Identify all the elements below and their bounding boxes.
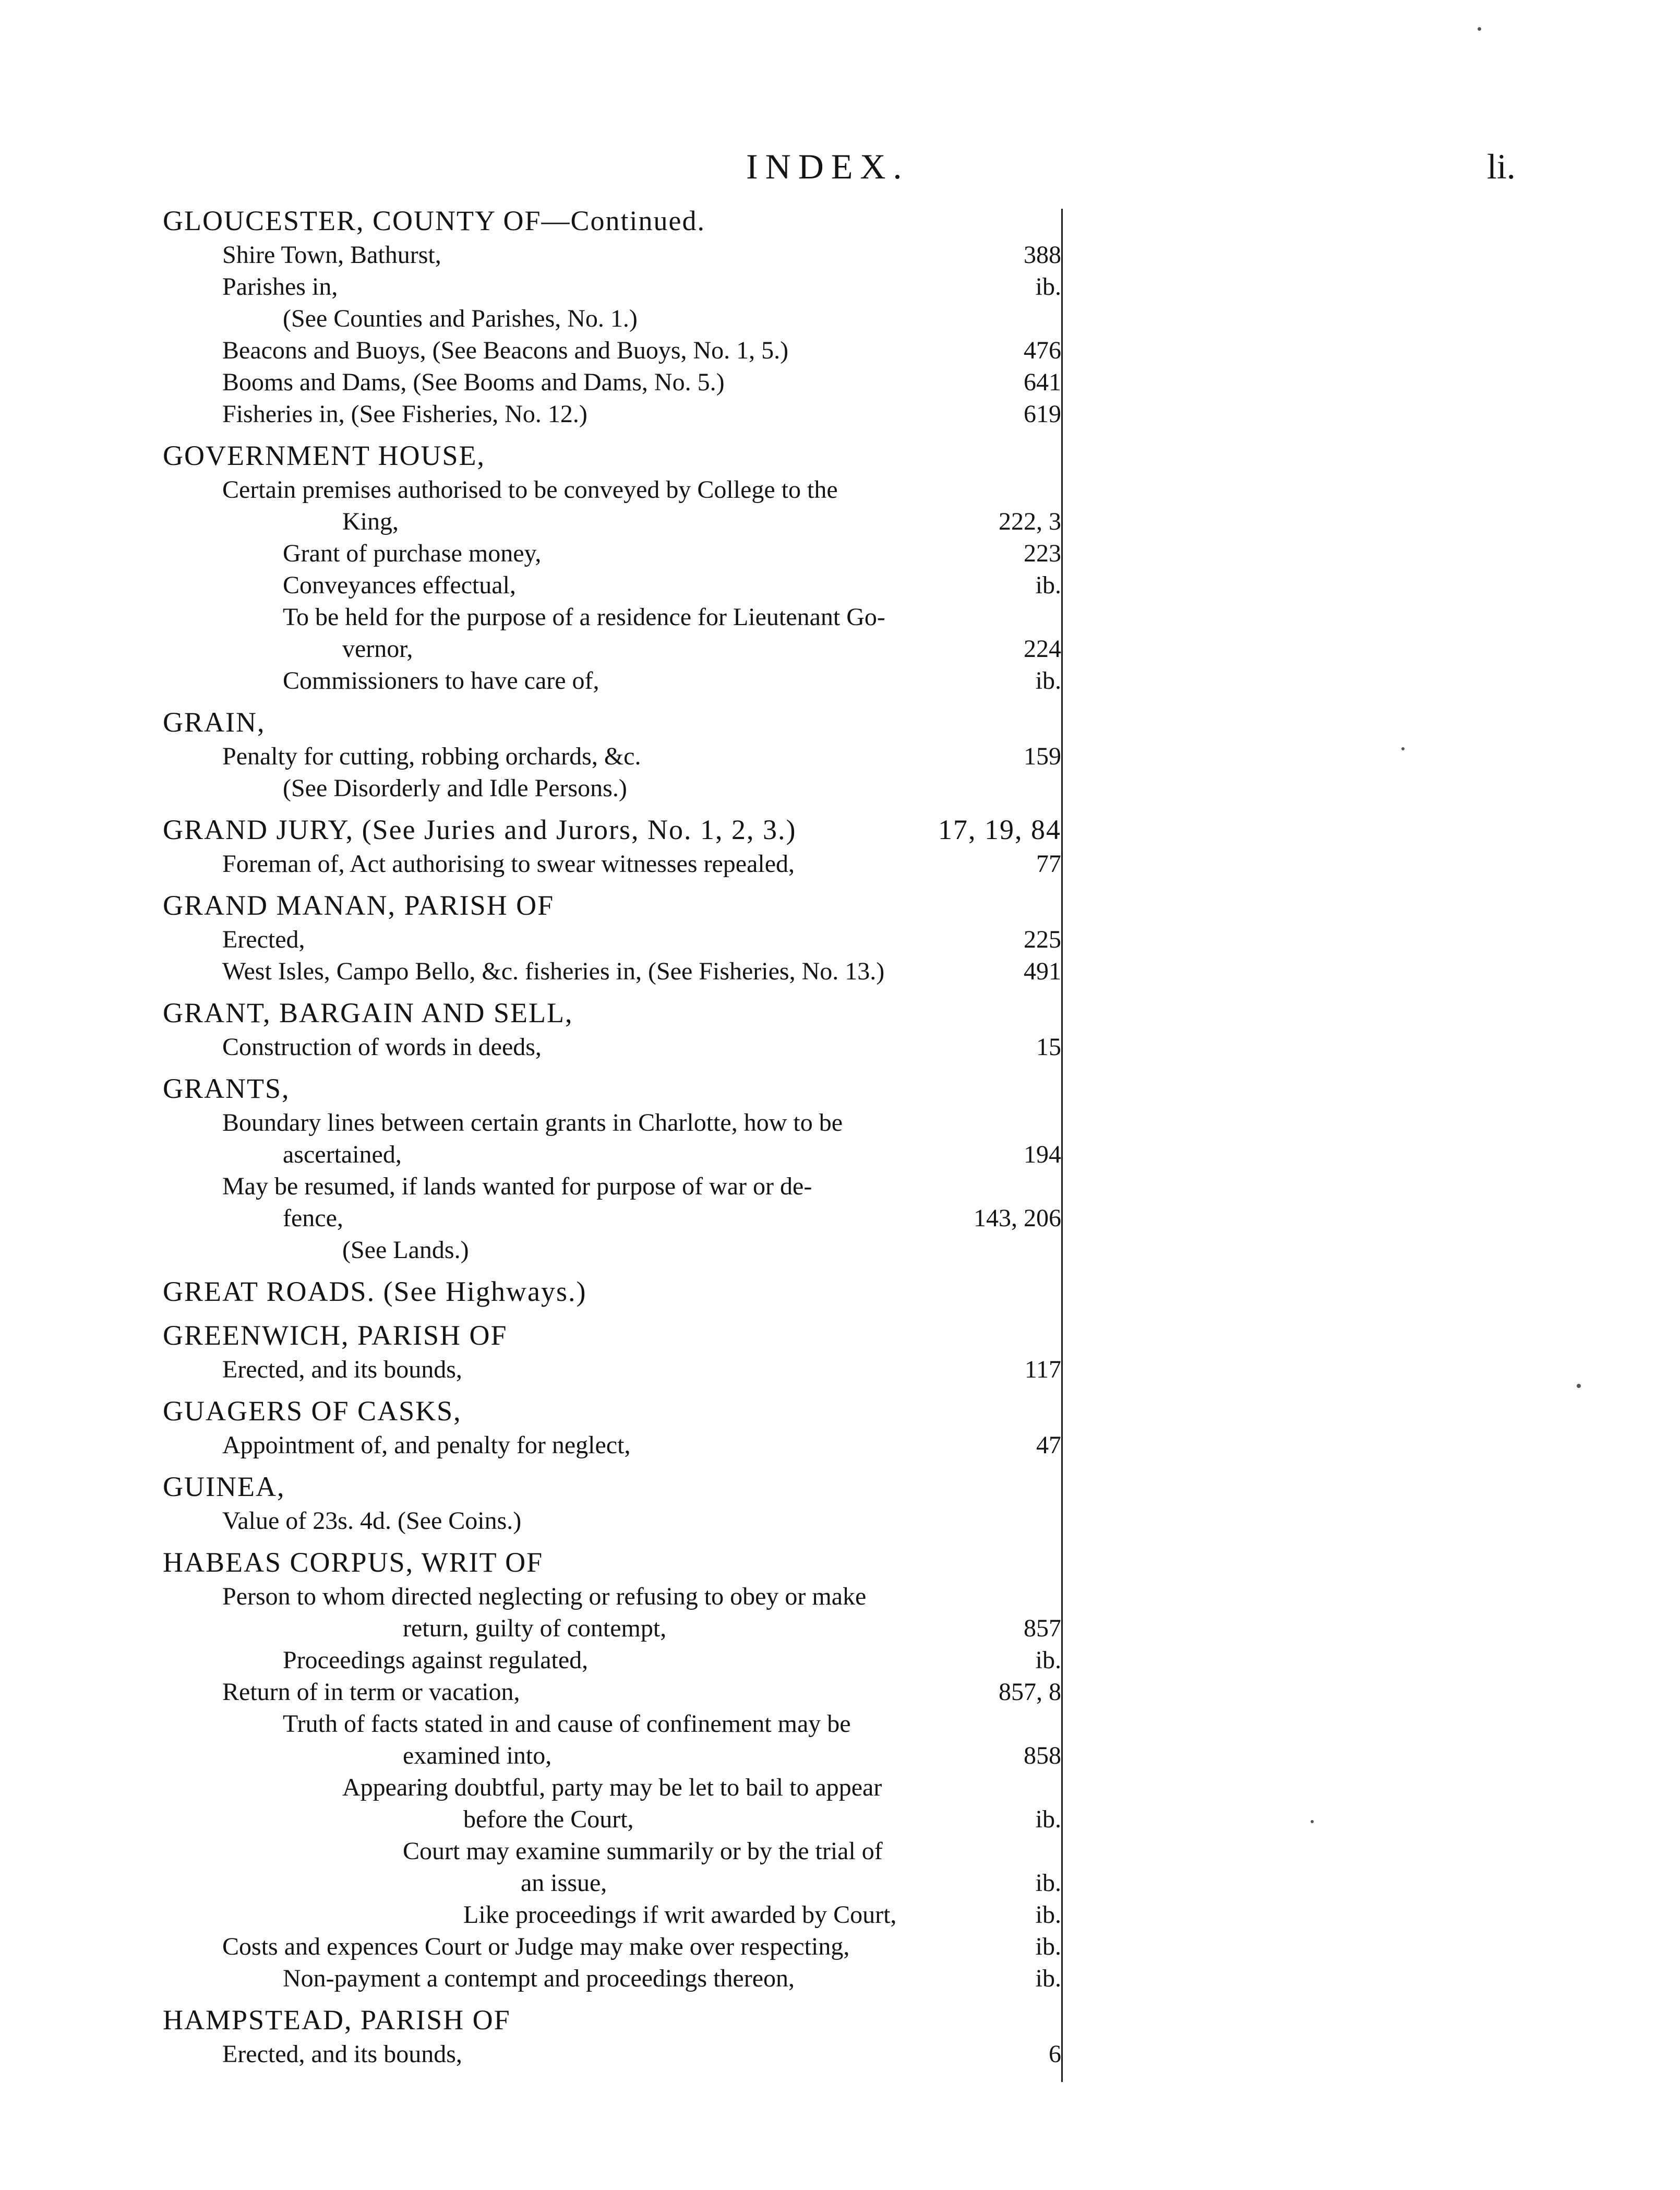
index-line: [163, 474, 1061, 506]
page-number-column-rule: [1061, 209, 1063, 2082]
index-line-page: [1049, 772, 1061, 804]
index-line-page: 641: [1024, 368, 1061, 396]
entry-heading-text: GRANT, BARGAIN AND SELL,: [163, 997, 573, 1028]
index-line-text: Certain premises authorised to be conveyed by College to the: [222, 476, 838, 504]
index-line: [163, 1740, 1061, 1772]
entry-heading-page: [1049, 995, 1061, 1031]
index-line: [163, 1354, 1061, 1385]
index-line-page: 619: [1024, 400, 1061, 428]
entry-heading-text: GREAT ROADS. (See Highways.): [163, 1276, 587, 1307]
index-line-page: [1049, 1505, 1061, 1537]
entry-heading-page: [1049, 1393, 1061, 1429]
index-line-text: before the Court,: [463, 1805, 634, 1833]
index-line-text: Erected, and its bounds,: [222, 2040, 462, 2068]
index-line-page: ib.: [1035, 667, 1061, 695]
index-line: [163, 740, 1061, 772]
index-line-page: [1049, 1772, 1061, 1803]
index-line: [163, 1835, 1061, 1867]
index-line-page: [1049, 1708, 1061, 1740]
index-line-text: Like proceedings if writ awarded by Court,: [463, 1901, 897, 1929]
entry-heading: [163, 1273, 1061, 1310]
entry-heading: [163, 1544, 1061, 1581]
entry-heading: [163, 437, 1061, 474]
index-line-text: Beacons and Buoys, (See Beacons and Buoys, No. 1, 5.): [222, 337, 789, 364]
index-entry: [163, 1273, 1061, 1310]
index-line-text: Booms and Dams, (See Booms and Dams, No. 5.): [222, 368, 725, 396]
index-line-text: Shire Town, Bathurst,: [222, 241, 441, 269]
scan-speck: [1577, 1384, 1581, 1388]
index-line-text: fence,: [283, 1204, 343, 1232]
entry-heading: [163, 995, 1061, 1031]
index-line: [163, 303, 1061, 334]
index-line-text: Construction of words in deeds,: [222, 1033, 542, 1061]
index-line: [163, 665, 1061, 697]
index-line-page: 224: [1024, 635, 1061, 663]
entry-heading: [163, 1468, 1061, 1505]
entry-heading: [163, 704, 1061, 740]
entry-heading: [163, 1317, 1061, 1354]
index-line-text: Appearing doubtful, party may be let to bail to appear: [342, 1774, 882, 1801]
index-line-text: Return of in term or vacation,: [222, 1678, 520, 1706]
entry-heading-page: [1049, 437, 1061, 474]
index-line: [163, 955, 1061, 987]
index-line-page: 117: [1024, 1356, 1061, 1383]
index-line-text: Grant of purchase money,: [283, 540, 542, 567]
entry-heading-page: [1049, 1273, 1061, 1310]
index-line-page: [1049, 1107, 1061, 1139]
index-line: [163, 1429, 1061, 1461]
index-line-text: Value of 23s. 4d. (See Coins.): [222, 1507, 522, 1535]
index-line-page: 143, 206: [974, 1204, 1061, 1232]
index-entry: [163, 2002, 1061, 2070]
index-line-text: Erected,: [222, 926, 305, 953]
index-line-text: Non-payment a contempt and proceedings thereon,: [283, 1965, 795, 1992]
index-line-text: (See Lands.): [342, 1236, 469, 1264]
entry-heading: [163, 2002, 1061, 2038]
entry-heading: [163, 887, 1061, 924]
index-line: [163, 772, 1061, 804]
index-entry: [163, 811, 1061, 880]
index-line-page: [1049, 1170, 1061, 1202]
index-line: [163, 1867, 1061, 1899]
index-line-page: ib.: [1035, 1646, 1061, 1674]
page-number: li.: [1487, 147, 1516, 186]
index-line: [163, 1676, 1061, 1708]
entry-heading-page: [1049, 202, 1061, 239]
entry-heading-page: [1049, 887, 1061, 924]
entry-heading: [163, 1393, 1061, 1429]
index-line: [163, 1931, 1061, 1962]
index-line-text: examined into,: [403, 1742, 552, 1769]
index-line-text: May be resumed, if lands wanted for purpose of war or de-: [222, 1172, 812, 1200]
index-line: [163, 366, 1061, 398]
index-line-text: Commissioners to have care of,: [283, 667, 599, 695]
index-line: [163, 848, 1061, 880]
index-line-page: [1049, 303, 1061, 334]
entry-heading-page: 17, 19, 84: [938, 814, 1061, 845]
index-line-text: Erected, and its bounds,: [222, 1356, 462, 1383]
entry-heading-page: [1049, 1317, 1061, 1354]
index-line-page: ib.: [1035, 1933, 1061, 1960]
scan-speck: [1478, 27, 1481, 31]
index-line: [163, 506, 1061, 537]
page-header: [0, 146, 1680, 193]
entry-heading-text: GRAIN,: [163, 707, 266, 738]
index-line-page: 858: [1024, 1742, 1061, 1769]
entry-heading-page: [1049, 2002, 1061, 2038]
scan-speck: [1401, 747, 1405, 750]
entry-heading-text: GLOUCESTER, COUNTY OF—Continued.: [163, 205, 706, 236]
entry-heading: [163, 1070, 1061, 1107]
entry-heading-page: [1049, 1070, 1061, 1107]
index-line-page: ib.: [1035, 571, 1061, 599]
entry-heading: [163, 811, 1061, 848]
index-line: [163, 633, 1061, 665]
index-line: [163, 1234, 1061, 1266]
index-line-page: [1049, 1835, 1061, 1867]
index-line-page: ib.: [1035, 273, 1061, 301]
index-line-text: ascertained,: [283, 1141, 402, 1168]
index-entry: [163, 437, 1061, 697]
index-line-text: (See Counties and Parishes, No. 1.): [283, 305, 638, 332]
index-entry: [163, 995, 1061, 1063]
entry-heading-text: HAMPSTEAD, PARISH OF: [163, 2004, 511, 2036]
index-line-page: ib.: [1035, 1965, 1061, 1992]
entry-heading-text: GUAGERS OF CASKS,: [163, 1395, 462, 1427]
index-line: [163, 1107, 1061, 1139]
scan-speck: [1311, 1820, 1314, 1823]
index-line-text: Costs and expences Court or Judge may make over respecting,: [222, 1933, 850, 1960]
index-line: [163, 1644, 1061, 1676]
index-line: [163, 1139, 1061, 1170]
entry-heading-text: GUINEA,: [163, 1471, 285, 1502]
index-line-page: 77: [1036, 850, 1061, 878]
index-line-page: 47: [1036, 1431, 1061, 1459]
index-entry: [163, 1468, 1061, 1537]
entry-heading-text: GREENWICH, PARISH OF: [163, 1320, 508, 1351]
index-line-page: [1049, 601, 1061, 633]
index-line-page: ib.: [1035, 1901, 1061, 1929]
index-line-page: 388: [1024, 241, 1061, 269]
entry-heading-page: [1049, 1544, 1061, 1581]
index-line-page: 491: [1024, 958, 1061, 985]
index-line: [163, 1772, 1061, 1803]
index-line-text: West Isles, Campo Bello, &c. fisheries in, (See Fisheries, No. 13.): [222, 958, 885, 985]
index-line-text: vernor,: [342, 635, 413, 663]
index-line-text: Appointment of, and penalty for neglect,: [222, 1431, 631, 1459]
index-line-text: Court may examine summarily or by the trial of: [403, 1837, 883, 1865]
index-line-text: Fisheries in, (See Fisheries, No. 12.): [222, 400, 587, 428]
index-line-page: 225: [1024, 926, 1061, 953]
index-line-text: To be held for the purpose of a residence for Lieutenant Go-: [283, 603, 885, 631]
index-line: [163, 1505, 1061, 1537]
entry-heading-text: GRANTS,: [163, 1073, 290, 1104]
index-line: [163, 1170, 1061, 1202]
index-line-text: an issue,: [521, 1869, 607, 1897]
entry-heading-text: GRAND MANAN, PARISH OF: [163, 890, 555, 921]
index-line: [163, 601, 1061, 633]
entry-heading-page: [1049, 1468, 1061, 1505]
index-line-page: ib.: [1035, 1805, 1061, 1833]
index-entry: [163, 1070, 1061, 1266]
index-line: [163, 1031, 1061, 1063]
index-line-page: 6: [1049, 2040, 1061, 2068]
index-line: [163, 1612, 1061, 1644]
index-line-page: [1049, 474, 1061, 506]
index-line: [163, 398, 1061, 430]
index-line-page: 15: [1036, 1033, 1061, 1061]
index-line-text: (See Disorderly and Idle Persons.): [283, 774, 627, 802]
entry-heading-text: GRAND JURY, (See Juries and Jurors, No. 1, 2, 3.): [163, 814, 797, 845]
index-line: [163, 2038, 1061, 2070]
index-line-text: Person to whom directed neglecting or refusing to obey or make: [222, 1583, 867, 1610]
index-line-text: Boundary lines between certain grants in Charlotte, how to be: [222, 1109, 843, 1136]
index-line-page: 223: [1024, 540, 1061, 567]
index-line: [163, 569, 1061, 601]
index-line-text: Conveyances effectual,: [283, 571, 516, 599]
index-line: [163, 1202, 1061, 1234]
index-line-text: Proceedings against regulated,: [283, 1646, 589, 1674]
index-line-page: 857, 8: [999, 1678, 1061, 1706]
index-entry: [163, 1317, 1061, 1385]
index-line-text: return, guilty of contempt,: [403, 1614, 667, 1642]
entry-heading-text: HABEAS CORPUS, WRIT OF: [163, 1547, 544, 1578]
index-line-page: 194: [1024, 1141, 1061, 1168]
index-line: [163, 537, 1061, 569]
index-entry: [163, 704, 1061, 804]
index-line: [163, 1803, 1061, 1835]
index-line: [163, 1708, 1061, 1740]
index-line: [163, 271, 1061, 303]
index-line-page: [1049, 1234, 1061, 1266]
index-entry: [163, 202, 1061, 430]
index-line-text: King,: [342, 508, 399, 535]
index-line: [163, 1899, 1061, 1931]
entry-heading-page: [1049, 704, 1061, 740]
index-line: [163, 924, 1061, 955]
index-line-page: [1049, 1581, 1061, 1612]
index-line: [163, 334, 1061, 366]
index-line-page: 476: [1024, 337, 1061, 364]
index-line-page: 222, 3: [999, 508, 1061, 535]
index-line-page: ib.: [1035, 1869, 1061, 1897]
index-line-text: Truth of facts stated in and cause of confinement may be: [283, 1710, 851, 1738]
entry-heading-text: GOVERNMENT HOUSE,: [163, 440, 486, 471]
index-line: [163, 239, 1061, 271]
index-entry: [163, 1544, 1061, 1994]
index-line: [163, 1962, 1061, 1994]
index-list: [163, 202, 1061, 2070]
index-line: [163, 1581, 1061, 1612]
index-line-text: Parishes in,: [222, 273, 338, 301]
index-line-text: Foreman of, Act authorising to swear witnesses repealed,: [222, 850, 795, 878]
index-line-page: 159: [1024, 743, 1061, 770]
index-line-text: Penalty for cutting, robbing orchards, &c.: [222, 743, 641, 770]
page-title: INDEX.: [746, 147, 909, 186]
entry-heading: [163, 202, 1061, 239]
index-line-page: 857: [1024, 1614, 1061, 1642]
index-entry: [163, 887, 1061, 987]
index-entry: [163, 1393, 1061, 1461]
